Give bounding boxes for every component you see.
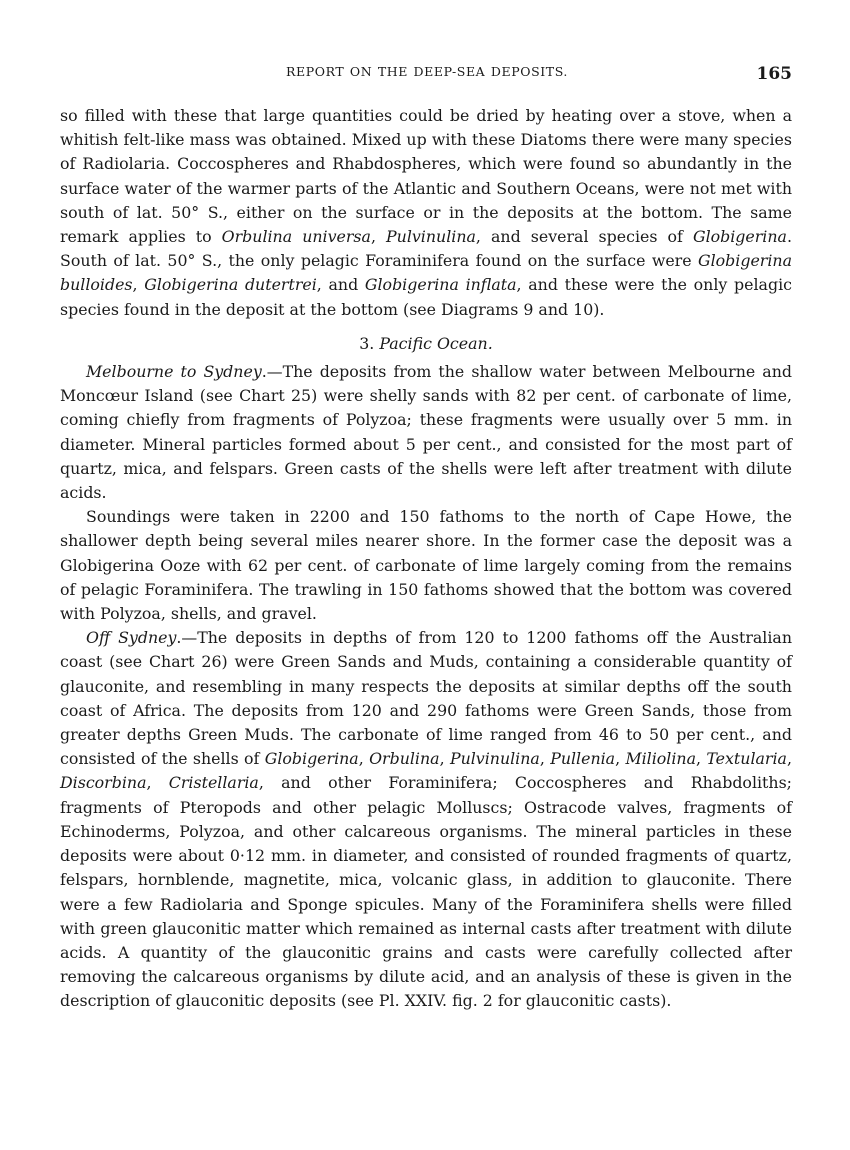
taxon-name: Discorbina bbox=[60, 773, 147, 793]
paragraph-continuation: so filled with these that large quantities could be dried by heating over a stove, when a whitish felt-like mass was obtained. Mixed up with these Diatoms there were many species of Radiolaria. Coccospheres and Rhabdospheres, which were found so abundantly in the surface water of the warmer parts of the Atlantic and Southern Oceans, were not met with south of lat. 50° S., either on the surface or in the deposits at the bottom. The same remark applies to Orbulina universa, Pulvinulina, and several species of Globigerina. South of lat. 50° S., the only pelagic Foraminifera found on the surface were Globigerina bulloides, Globigerina dutertrei, and Globigerina inflata, and these were the only pelagic species found in the deposit at the bottom (see Diagrams 9 and 10). bbox=[60, 106, 792, 319]
page-header bbox=[62, 64, 792, 86]
paragraph-melbourne-sydney: Melbourne to Sydney.—The deposits from the shallow water between Melbourne and Moncœur Island (see Chart 25) were shelly sands with 82 per cent. of carbonate of lime, coming chiefly from fragments of Polyzoa; these fragments were usually over 5 mm. in diameter. Mineral particles formed about 5 per cent., and consisted for the most part of quartz, mica, and felspars. Green casts of the shells were left after treatment with dilute acids. bbox=[60, 362, 792, 503]
taxon-name: Globigerina bulloides bbox=[60, 251, 792, 295]
taxon-name: Miliolina bbox=[625, 749, 696, 769]
taxon-name: Pulvinulina bbox=[386, 227, 476, 247]
page-number: 165 bbox=[756, 64, 792, 84]
section-number: 3. bbox=[359, 333, 375, 353]
taxon-name: Globigerina dutertrei bbox=[144, 275, 317, 295]
run-in-heading: Off Sydney bbox=[86, 628, 177, 648]
paragraph-off-sydney: Off Sydney.—The deposits in depths of from 120 to 1200 fathoms off the Australian coast (see Chart 26) were Green Sands and Muds, containing a considerable quantity of glauconite, and resembling in many respects the deposits at similar depths off the south coast of Africa. The deposits from 120 and 290 fathoms were Green Sands, those from greater depths Green Muds. The carbonate of lime ranged from 46 to 50 per cent., and consisted of the shells of Globigerina, Orbulina, Pulvinulina, Pullenia, Miliolina, Textularia, Discorbina, Cristellaria, and other Foraminifera; Coccospheres and Rhabdoliths; fragments of Pteropods and other pelagic Molluscs; Ostracode valves, fragments of Echinoderms, Polyzoa, and other calcareous organisms. The mineral particles in these deposits were about 0·12 mm. in diameter, and consisted of rounded fragments of quartz, felspars, hornblende, magnetite, mica, volcanic glass, in addition to glauconite. There were a few Radiolaria and Sponge spicules. Many of the Foraminifera shells were filled with green glauconitic matter which remained as internal casts after treatment with dilute acids. A quantity of the glauconitic grains and casts were carefully collected after removing the calcareous organisms by dilute acid, and an analysis of these is given in the description of glauconitic deposits (see Pl. XXIV. fig. 2 for glauconitic casts). bbox=[60, 628, 792, 1011]
section-title: Pacific Ocean. bbox=[379, 333, 493, 353]
section-heading bbox=[60, 332, 792, 356]
taxon-name: Cristellaria bbox=[168, 773, 259, 793]
taxon-name: Orbulina bbox=[369, 749, 440, 769]
taxon-name: Pulvinulina bbox=[449, 749, 540, 769]
taxon-name: Globigerina inflata bbox=[364, 275, 517, 295]
body-text bbox=[60, 104, 792, 1014]
run-in-heading: Melbourne to Sydney bbox=[86, 362, 262, 382]
taxon-name: Orbulina universa bbox=[221, 227, 371, 247]
running-title: REPORT ON THE DEEP-SEA DEPOSITS. bbox=[285, 64, 569, 79]
taxon-name: Pullenia bbox=[550, 749, 616, 769]
taxon-name: Globigerina bbox=[692, 227, 787, 247]
taxon-name: Globigerina bbox=[264, 749, 359, 769]
taxon-name: Textularia bbox=[706, 749, 787, 769]
paragraph-soundings: Soundings were taken in 2200 and 150 fathoms to the north of Cape Howe, the shallower depth being several miles nearer shore. In the former case the deposit was a Globigerina Ooze with 62 per cent. of carbonate of lime largely coming from the remains of pelagic Foraminifera. The trawling in 150 fathoms showed that the bottom was covered with Polyzoa, shells, and gravel. bbox=[60, 507, 792, 624]
